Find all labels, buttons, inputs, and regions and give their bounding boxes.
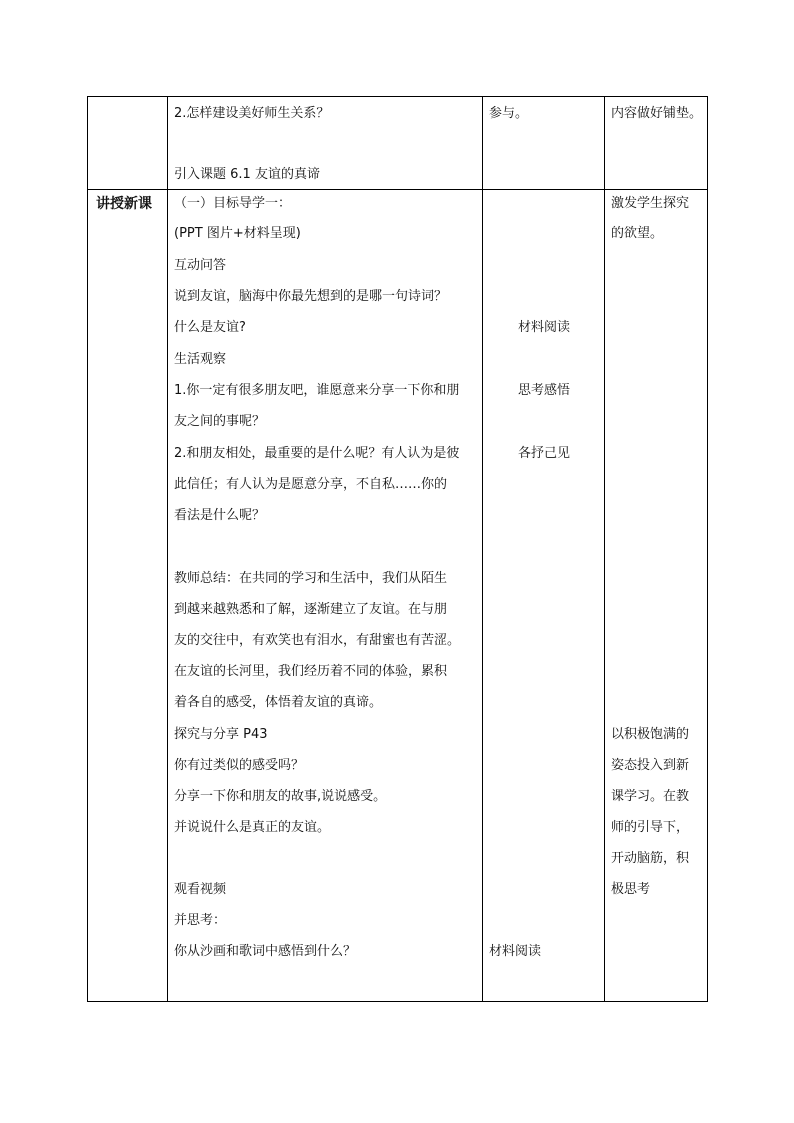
row2-student-cell [483,190,605,1002]
content-line: 2.和朋友相处，最重要的是什么呢？有人认为是彼 [174,446,460,461]
content-line: 你有过类似的感受吗？ [174,758,305,773]
row1-label-cell [88,97,168,190]
design-intent-text: 内容做好铺垫。 [611,106,703,121]
content-line: 并说说什么是真正的友谊。 [174,820,331,835]
design-intent-line: 激发学生探究 [611,196,690,211]
design-intent-line: 开动脑筋，积 [611,851,690,866]
content-line: 在友谊的长河里，我们经历着不同的体验，累积 [174,664,448,679]
design-intent-line: 以积极饱满的 [611,727,690,742]
row1-content-cell [168,97,483,190]
design-intent-line: 极思考 [611,882,651,897]
content-line: (PPT 图片+材料呈现) [174,226,301,241]
design-intent-line: 师的引导下， [611,820,690,835]
content-line: 着各自的感受，体悟着友谊的真谛。 [174,695,383,710]
content-line: 观看视频 [174,882,227,897]
table-row [88,97,708,190]
content-line: 你从沙画和歌词中感悟到什么？ [174,944,357,959]
question-text: 2.怎样建设美好师生关系？ [174,106,330,121]
content-line: （一）目标导学一： [174,196,292,211]
section-label: 讲授新课 [96,196,152,212]
design-intent-line: 的欲望。 [611,226,664,241]
student-activity-text: 材料阅读 [518,320,571,335]
content-line: 看法是什么呢？ [174,508,266,523]
content-line: 说到友谊，脑海中你最先想到的是哪一句诗词？ [174,289,448,304]
design-intent-line: 课学习。在教 [611,789,690,804]
topic-text: 引入课题 6.1 友谊的真谛 [174,167,320,182]
content-line: 到越来越熟悉和了解，逐渐建立了友谊。在与朋 [174,602,448,617]
row1-intent-cell [605,97,708,190]
student-activity-text: 材料阅读 [489,944,542,959]
row2-intent-cell [605,190,708,1002]
content-line: 互动问答 [174,258,227,273]
content-line: 此信任；有人认为是愿意分享，不自私……你的 [174,477,448,492]
content-line: 什么是友谊? [174,320,246,335]
student-activity-text: 参与。 [489,106,529,121]
row2-content-cell [168,190,483,1002]
row2-label-cell [88,190,168,1002]
table-row [88,190,708,1002]
content-line: 分享一下你和朋友的故事,说说感受。 [174,789,387,804]
student-activity-text: 思考感悟 [518,383,571,398]
content-line: 1.你一定有很多朋友吧，谁愿意来分享一下你和朋 [174,383,460,398]
design-intent-line: 姿态投入到新 [611,758,690,773]
row1-student-cell [483,97,605,190]
content-line: 并思考： [174,913,227,928]
lesson-plan-table [87,96,708,1002]
content-line: 教师总结：在共同的学习和生活中，我们从陌生 [174,571,448,586]
content-line: 探究与分享 P43 [174,727,268,742]
content-line: 友的交往中，有欢笑也有泪水，有甜蜜也有苦涩。 [174,633,461,648]
student-activity-text: 各抒己见 [518,446,571,461]
content-line: 生活观察 [174,352,227,367]
content-line: 友之间的事呢？ [174,414,266,429]
